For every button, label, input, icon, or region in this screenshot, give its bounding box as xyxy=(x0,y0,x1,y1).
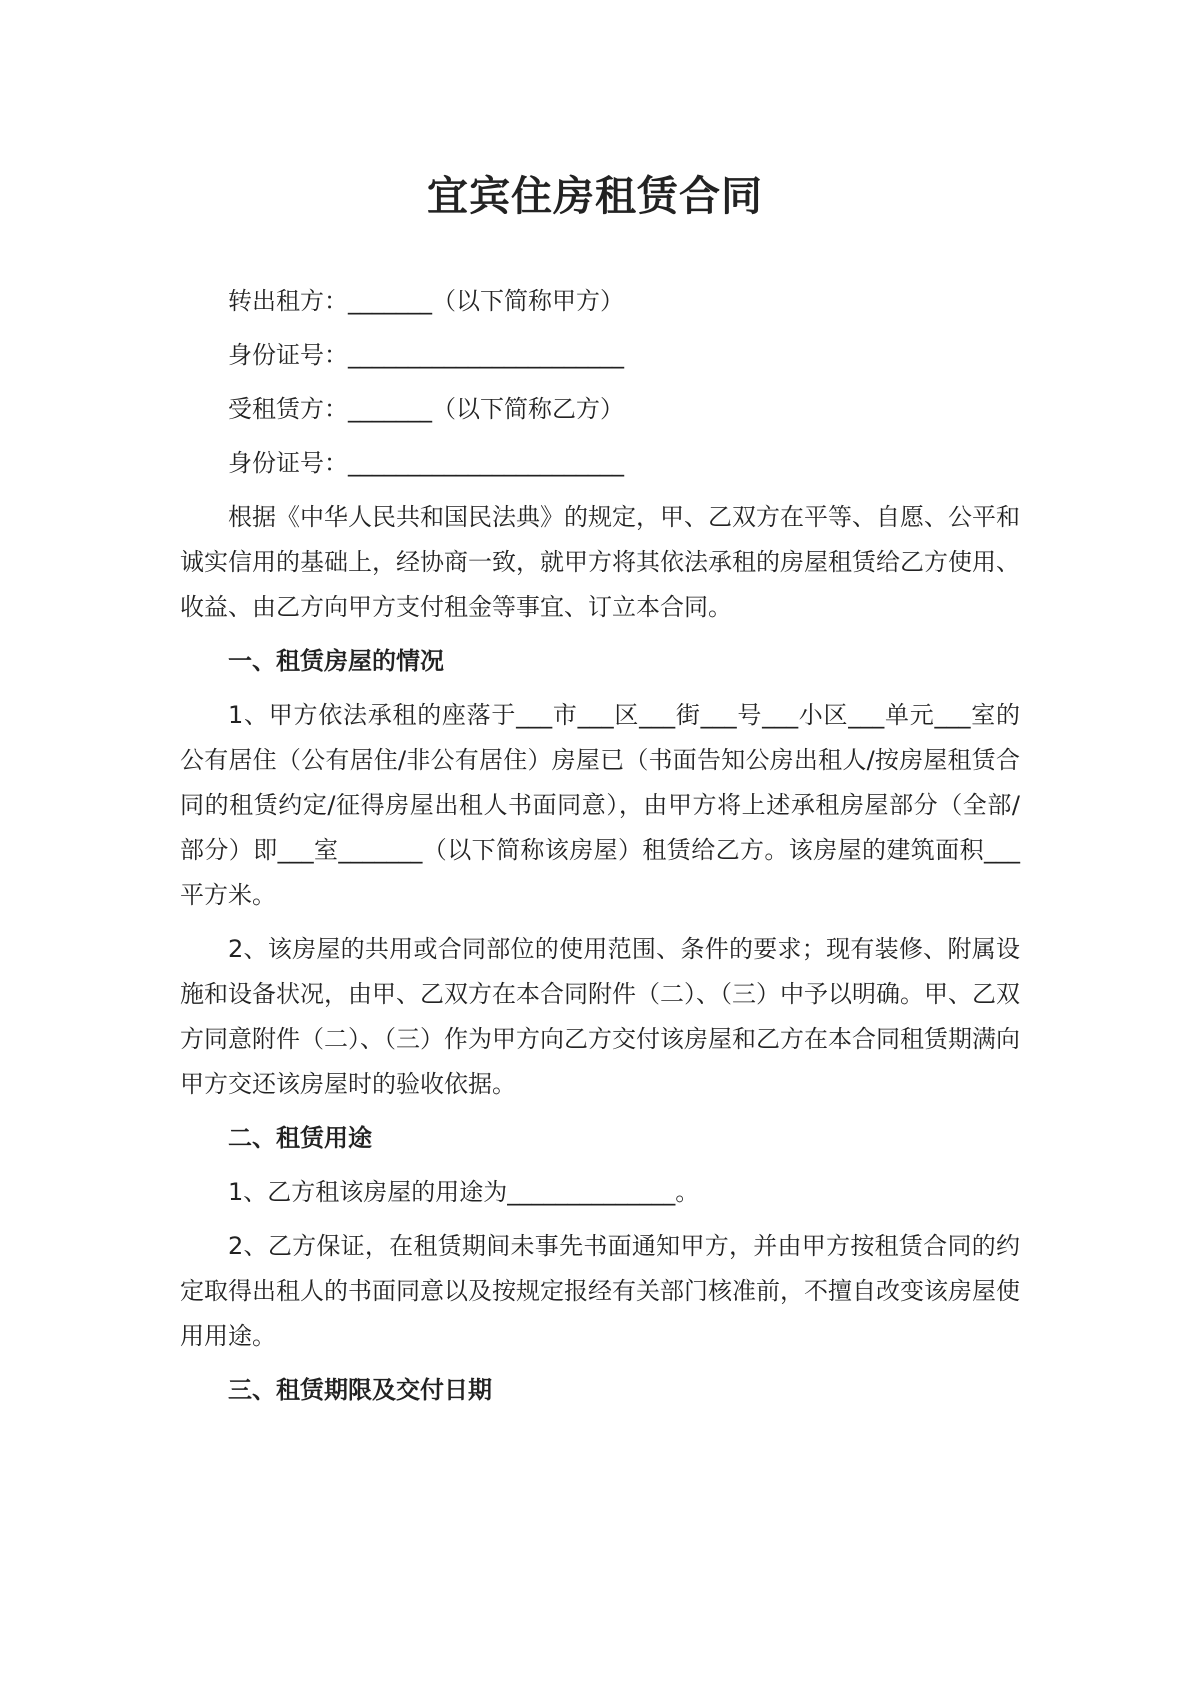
clause-1-2: 2、该房屋的共用或合同部位的使用范围、条件的要求；现有装修、附属设施和设备状况，由甲、乙双方在本合同附件（二）、（三）中予以明确。甲、乙双方同意附件（二）、（三）作为甲方向乙方交付该房屋和乙方在本合同租赁期满向甲方交还该房屋时的验收依据。 xyxy=(180,935,1020,1098)
clause-1-1: 1、甲方依法承租的座落于___市___区___街___号___小区___单元___室的公有居住（公有居住/非公有居住）房屋已（书面告知公房出租人/按房屋租赁合同的租赁约定/征得房屋出租人书面同意），由甲方将上述承租房屋部分（全部/部分）即___室_______（以下简称该房屋）租赁给乙方。该房屋的建筑面积___平方米。 xyxy=(180,701,1020,909)
clause-2-2: 2、乙方保证，在租赁期间未事先书面通知甲方，并由甲方按租赁合同的约定取得出租人的书面同意以及按规定报经有关部门核准前，不擅自改变该房屋使用用途。 xyxy=(180,1232,1020,1350)
clause-2-1: 1、乙方租该房屋的用途为______________。 xyxy=(228,1178,700,1206)
lessor-line: 转出租方：_______（以下简称甲方） xyxy=(228,287,624,315)
intro-paragraph: 根据《中华人民共和国民法典》的规定，甲、乙双方在平等、自愿、公平和诚实信用的基础上，经协商一致，就甲方将其依法承租的房屋租赁给乙方使用、收益、由乙方向甲方支付租金等事宜、订立本合同。 xyxy=(180,503,1020,621)
section-heading-3: 三、租赁期限及交付日期 xyxy=(228,1376,492,1404)
lessee-id-line: 身份证号：_______________________ xyxy=(228,449,624,477)
document-title: 宜宾住房租赁合同 xyxy=(427,172,763,220)
section-heading-1: 一、租赁房屋的情况 xyxy=(228,647,444,675)
lessor-id-line: 身份证号：_______________________ xyxy=(228,341,624,369)
section-heading-2: 二、租赁用途 xyxy=(228,1124,372,1152)
lessee-line: 受租赁方：_______（以下简称乙方） xyxy=(228,395,624,423)
document-body xyxy=(180,279,1020,1422)
